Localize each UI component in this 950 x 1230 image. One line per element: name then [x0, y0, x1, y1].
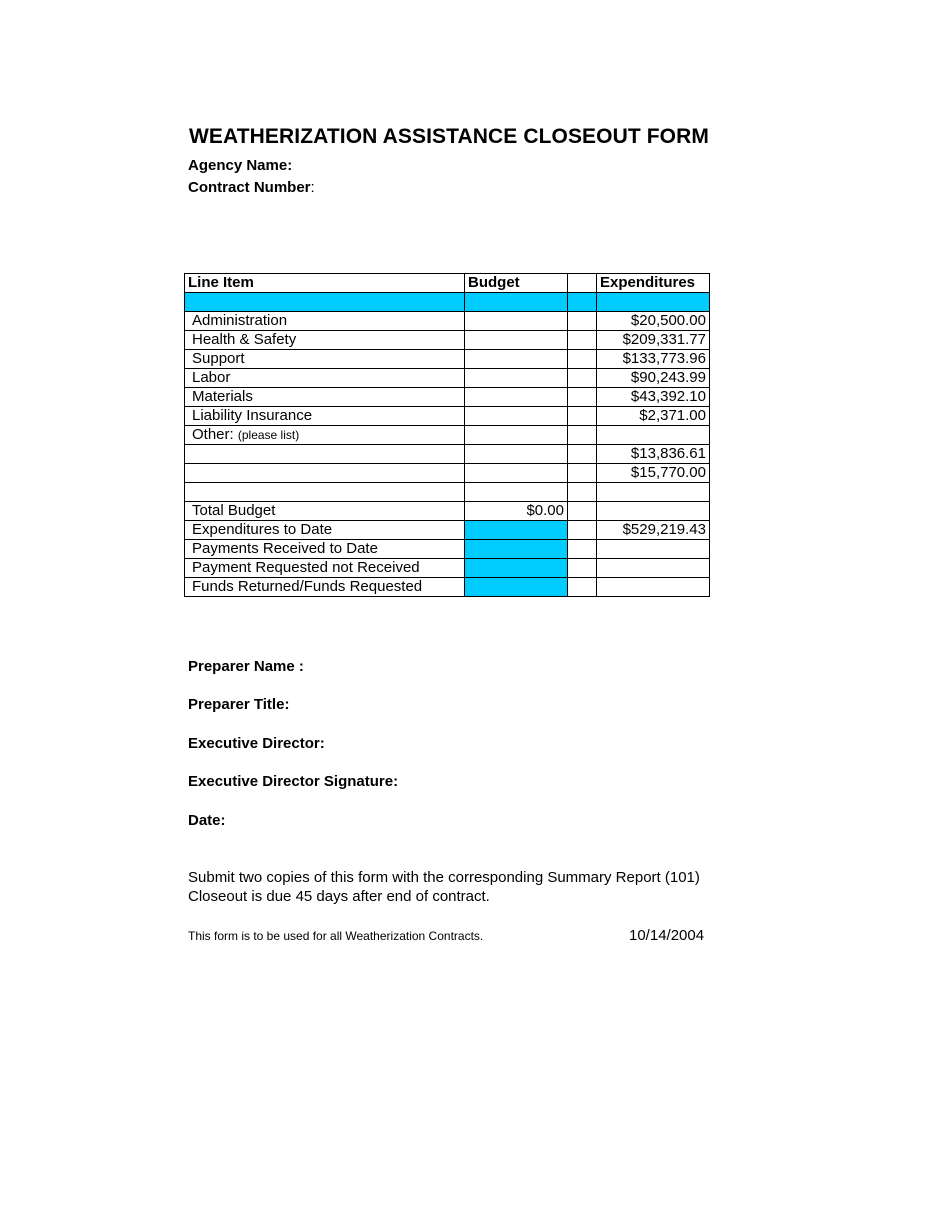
- budget-cell[interactable]: [465, 350, 568, 369]
- summary-row-funds-returned: [185, 578, 710, 597]
- blank-cell: [568, 578, 597, 597]
- executive-director-signature-label: Executive Director Signature:: [188, 773, 399, 790]
- other-note: (please list): [237, 428, 300, 442]
- summary-label: Expenditures to Date: [185, 521, 465, 540]
- summary-label: Funds Returned/Funds Requested: [185, 578, 465, 597]
- budget-cell-shaded: [465, 540, 568, 559]
- highlight-cell: [597, 293, 710, 312]
- highlight-cell: [568, 293, 597, 312]
- blank-cell: [568, 521, 597, 540]
- form-date: 10/14/2004: [629, 927, 705, 944]
- blank-cell: [568, 331, 597, 350]
- highlight-cell: [465, 293, 568, 312]
- table-header-row: [185, 274, 710, 293]
- date-label: Date:: [188, 812, 226, 829]
- budget-cell-shaded: [465, 559, 568, 578]
- budget-cell-shaded: [465, 521, 568, 540]
- table-row: [185, 407, 710, 426]
- table-row: [185, 464, 710, 483]
- contract-number-label: [188, 179, 315, 196]
- preparer-name-label: Preparer Name :: [188, 658, 304, 675]
- line-item-label: Labor: [185, 369, 465, 388]
- expenditure-cell[interactable]: $43,392.10: [597, 388, 710, 407]
- table-row: [185, 388, 710, 407]
- blank-cell: [568, 502, 597, 521]
- expenditure-cell: [597, 502, 710, 521]
- budget-cell[interactable]: [465, 464, 568, 483]
- instruction-line: Submit two copies of this form with the corresponding Summary Report (101): [188, 869, 700, 886]
- summary-row-total-budget: [185, 502, 710, 521]
- instruction-line: Closeout is due 45 days after end of contract.: [188, 888, 490, 905]
- closeout-table: [184, 273, 710, 597]
- highlight-row: [185, 293, 710, 312]
- expenditure-cell[interactable]: $13,836.61: [597, 445, 710, 464]
- expenditure-cell[interactable]: [597, 540, 710, 559]
- form-title: WEATHERIZATION ASSISTANCE CLOSEOUT FORM: [189, 125, 709, 148]
- blank-cell: [568, 312, 597, 331]
- blank-cell: [568, 369, 597, 388]
- summary-row-expenditures: [185, 521, 710, 540]
- table-row: [185, 483, 710, 502]
- contract-number-colon: :: [310, 179, 315, 196]
- budget-cell[interactable]: [465, 426, 568, 445]
- expenditures-to-date-value: $529,219.43: [597, 521, 710, 540]
- blank-cell: [568, 464, 597, 483]
- blank-cell: [568, 388, 597, 407]
- agency-name-text: Agency Name:: [188, 157, 293, 174]
- table-row: [185, 350, 710, 369]
- budget-cell[interactable]: [465, 407, 568, 426]
- blank-cell: [568, 559, 597, 578]
- table-row: [185, 445, 710, 464]
- budget-cell[interactable]: [465, 388, 568, 407]
- total-budget-value: $0.00: [465, 502, 568, 521]
- expenditure-cell[interactable]: $209,331.77: [597, 331, 710, 350]
- expenditure-cell[interactable]: $133,773.96: [597, 350, 710, 369]
- expenditure-cell[interactable]: [597, 559, 710, 578]
- header-expenditures: Expenditures: [597, 274, 710, 293]
- executive-director-label: Executive Director:: [188, 735, 325, 752]
- blank-cell: [568, 426, 597, 445]
- header-budget: Budget: [465, 274, 568, 293]
- line-item-label-other: [185, 426, 465, 445]
- summary-label: Payment Requested not Received: [185, 559, 465, 578]
- summary-row-payments-received: [185, 540, 710, 559]
- line-item-label: Materials: [185, 388, 465, 407]
- footnote: This form is to be used for all Weatherization Contracts.: [188, 929, 484, 943]
- expenditure-cell[interactable]: $2,371.00: [597, 407, 710, 426]
- blank-cell: [568, 540, 597, 559]
- table-row: [185, 369, 710, 388]
- blank-cell: [568, 407, 597, 426]
- line-item-label: Liability Insurance: [185, 407, 465, 426]
- line-item-label: Administration: [185, 312, 465, 331]
- budget-cell[interactable]: [465, 483, 568, 502]
- expenditure-cell[interactable]: [597, 578, 710, 597]
- expenditure-cell[interactable]: $90,243.99: [597, 369, 710, 388]
- line-item-label[interactable]: [185, 483, 465, 502]
- line-item-label: Health & Safety: [185, 331, 465, 350]
- budget-cell-shaded: [465, 578, 568, 597]
- line-item-label: Support: [185, 350, 465, 369]
- table-row: [185, 312, 710, 331]
- line-item-label[interactable]: [185, 464, 465, 483]
- highlight-cell: [185, 293, 465, 312]
- expenditure-cell[interactable]: [597, 426, 710, 445]
- header-blank: [568, 274, 597, 293]
- line-item-label[interactable]: [185, 445, 465, 464]
- blank-cell: [568, 350, 597, 369]
- preparer-title-label: Preparer Title:: [188, 696, 290, 713]
- budget-cell[interactable]: [465, 369, 568, 388]
- summary-label: Payments Received to Date: [185, 540, 465, 559]
- summary-label: Total Budget: [185, 502, 465, 521]
- expenditure-cell[interactable]: [597, 483, 710, 502]
- blank-cell: [568, 445, 597, 464]
- table-row: [185, 426, 710, 445]
- blank-cell: [568, 483, 597, 502]
- summary-row-payment-requested: [185, 559, 710, 578]
- expenditure-cell[interactable]: $20,500.00: [597, 312, 710, 331]
- contract-number-text: Contract Number: [188, 179, 311, 196]
- expenditure-cell[interactable]: $15,770.00: [597, 464, 710, 483]
- header-line-item: Line Item: [185, 274, 465, 293]
- budget-cell[interactable]: [465, 331, 568, 350]
- budget-cell[interactable]: [465, 445, 568, 464]
- agency-name-label: [188, 157, 292, 174]
- other-label: Other:: [192, 426, 234, 443]
- budget-cell[interactable]: [465, 312, 568, 331]
- table-row: [185, 331, 710, 350]
